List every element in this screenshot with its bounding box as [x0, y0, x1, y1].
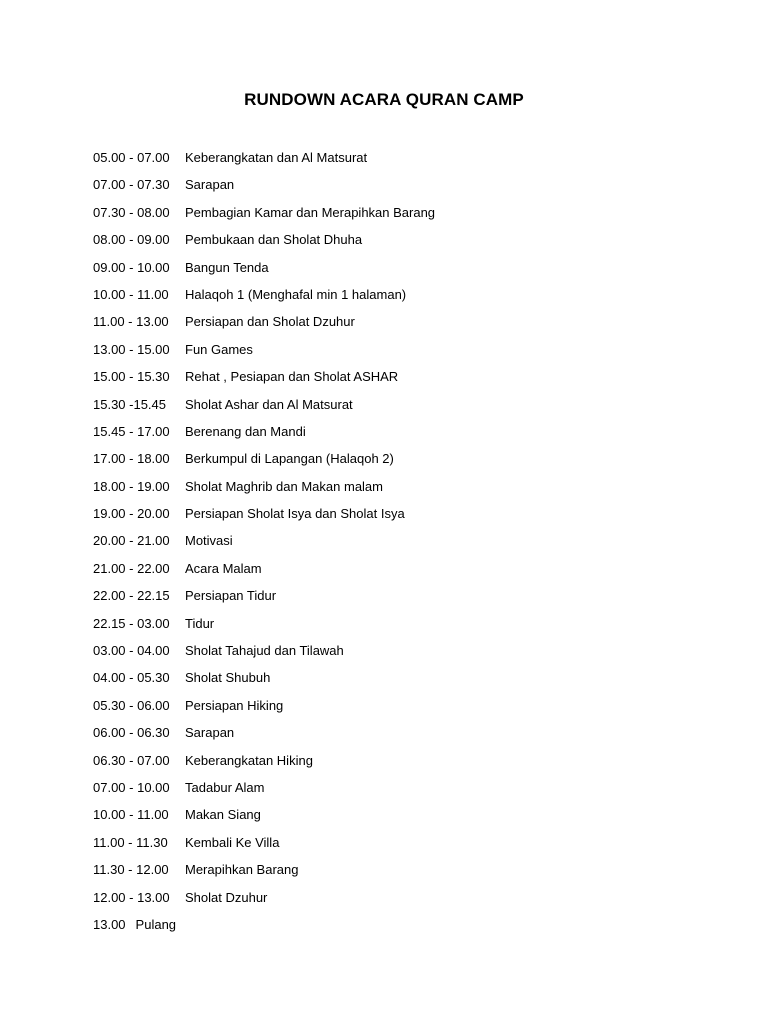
schedule-activity: Tidur: [185, 615, 215, 631]
schedule-row: [93, 395, 693, 422]
schedule-row: [93, 258, 693, 285]
schedule-time: 03.00 - 04.00: [93, 643, 170, 659]
schedule-activity: Persiapan Tidur: [185, 588, 277, 604]
schedule-row: [93, 175, 693, 202]
schedule-row: [93, 614, 693, 641]
schedule-activity: Persiapan Hiking: [185, 697, 284, 713]
schedule-time: 07.30 - 08.00: [93, 204, 170, 220]
schedule-time: 19.00 - 20.00: [93, 506, 170, 522]
schedule-row: [93, 860, 693, 887]
schedule-activity: Sholat Ashar dan Al Matsurat: [185, 396, 353, 412]
schedule-activity: Persiapan Sholat Isya dan Sholat Isya: [185, 506, 405, 522]
schedule-time: 15.30 -15.45: [93, 396, 167, 412]
schedule-time: 17.00 - 18.00: [93, 451, 170, 467]
schedule-row-final: [93, 915, 693, 942]
schedule-activity: Tadabur Alam: [185, 779, 265, 795]
schedule-list: [93, 148, 693, 942]
schedule-time: 13.00 - 15.00: [93, 341, 170, 357]
schedule-row: [93, 888, 693, 915]
document-title: RUNDOWN ACARA QURAN CAMP: [244, 90, 524, 109]
schedule-row: [93, 559, 693, 586]
schedule-time: 06.00 - 06.30: [93, 725, 170, 741]
schedule-time: 10.00 - 11.00: [93, 807, 169, 823]
schedule-activity: Sarapan: [185, 177, 235, 193]
schedule-row: [93, 696, 693, 723]
schedule-time: 22.00 - 22.15: [93, 588, 170, 604]
schedule-activity: Motivasi: [185, 533, 233, 549]
schedule-time: 15.00 - 15.30: [93, 369, 170, 385]
schedule-time: 05.00 - 07.00: [93, 150, 170, 165]
schedule-activity: Halaqoh 1 (Menghafal min 1 halaman): [185, 286, 407, 302]
schedule-row: [93, 230, 693, 257]
schedule-time: 06.30 - 07.00: [93, 752, 170, 768]
schedule-time: 13.00: [93, 916, 126, 932]
schedule-time: 22.15 - 03.00: [93, 615, 170, 631]
schedule-activity: Pembagian Kamar dan Merapihkan Barang: [185, 204, 436, 220]
schedule-activity: Fun Games: [185, 341, 253, 357]
schedule-row: [93, 449, 693, 476]
schedule-row: [93, 586, 693, 613]
schedule-activity: Keberangkatan Hiking: [185, 752, 313, 768]
schedule-row: [93, 422, 693, 449]
schedule-row: [93, 367, 693, 394]
schedule-time: 18.00 - 19.00: [93, 478, 170, 494]
schedule-row: [93, 641, 693, 668]
schedule-row: [93, 723, 693, 750]
schedule-activity: Sarapan: [185, 725, 235, 741]
schedule-row: [93, 312, 693, 339]
schedule-activity: Persiapan dan Sholat Dzuhur: [185, 314, 355, 330]
schedule-row: [93, 833, 693, 860]
schedule-row: [93, 148, 693, 175]
schedule-activity: Merapihkan Barang: [185, 862, 299, 878]
schedule-activity: Keberangkatan dan Al Matsurat: [185, 150, 368, 165]
schedule-activity: Acara Malam: [185, 560, 262, 576]
schedule-row: [93, 477, 693, 504]
schedule-activity: Sholat Shubuh: [185, 670, 271, 686]
schedule-time: 04.00 - 05.30: [93, 670, 170, 686]
schedule-activity: Rehat , Pesiapan dan Sholat ASHAR: [185, 369, 399, 385]
schedule-activity: Bangun Tenda: [185, 259, 269, 275]
schedule-time: 11.00 - 11.30: [93, 834, 168, 850]
schedule-row: [93, 504, 693, 531]
schedule-row: [93, 203, 693, 230]
schedule-row: [93, 531, 693, 558]
schedule-activity: Makan Siang: [185, 807, 261, 823]
schedule-time: 15.45 - 17.00: [93, 423, 170, 439]
schedule-activity: Sholat Tahajud dan Tilawah: [185, 643, 344, 659]
schedule-time: 11.00 - 13.00: [93, 314, 169, 330]
schedule-row: [93, 751, 693, 778]
schedule-time: 11.30 - 12.00: [93, 862, 169, 878]
schedule-activity: Pembukaan dan Sholat Dhuha: [185, 232, 363, 248]
schedule-row: [93, 668, 693, 695]
schedule-time: 09.00 - 10.00: [93, 259, 170, 275]
schedule-time: 07.00 - 10.00: [93, 779, 170, 795]
schedule-row: [93, 285, 693, 312]
schedule-activity: Sholat Dzuhur: [185, 889, 268, 905]
schedule-activity: Berenang dan Mandi: [185, 423, 306, 439]
schedule-time: 20.00 - 21.00: [93, 533, 170, 549]
schedule-row: [93, 340, 693, 367]
schedule-activity: Kembali Ke Villa: [185, 834, 280, 850]
schedule-time: 21.00 - 22.00: [93, 560, 170, 576]
schedule-activity: Berkumpul di Lapangan (Halaqoh 2): [185, 451, 394, 467]
schedule-time: 10.00 - 11.00: [93, 286, 169, 302]
schedule-time: 12.00 - 13.00: [93, 889, 170, 905]
schedule-time: 08.00 - 09.00: [93, 232, 170, 248]
schedule-row: [93, 805, 693, 832]
schedule-activity: Sholat Maghrib dan Makan malam: [185, 478, 383, 494]
schedule-time: 07.00 - 07.30: [93, 177, 170, 193]
schedule-time: 05.30 - 06.00: [93, 697, 170, 713]
schedule-row: [93, 778, 693, 805]
schedule-activity: Pulang: [135, 916, 177, 932]
